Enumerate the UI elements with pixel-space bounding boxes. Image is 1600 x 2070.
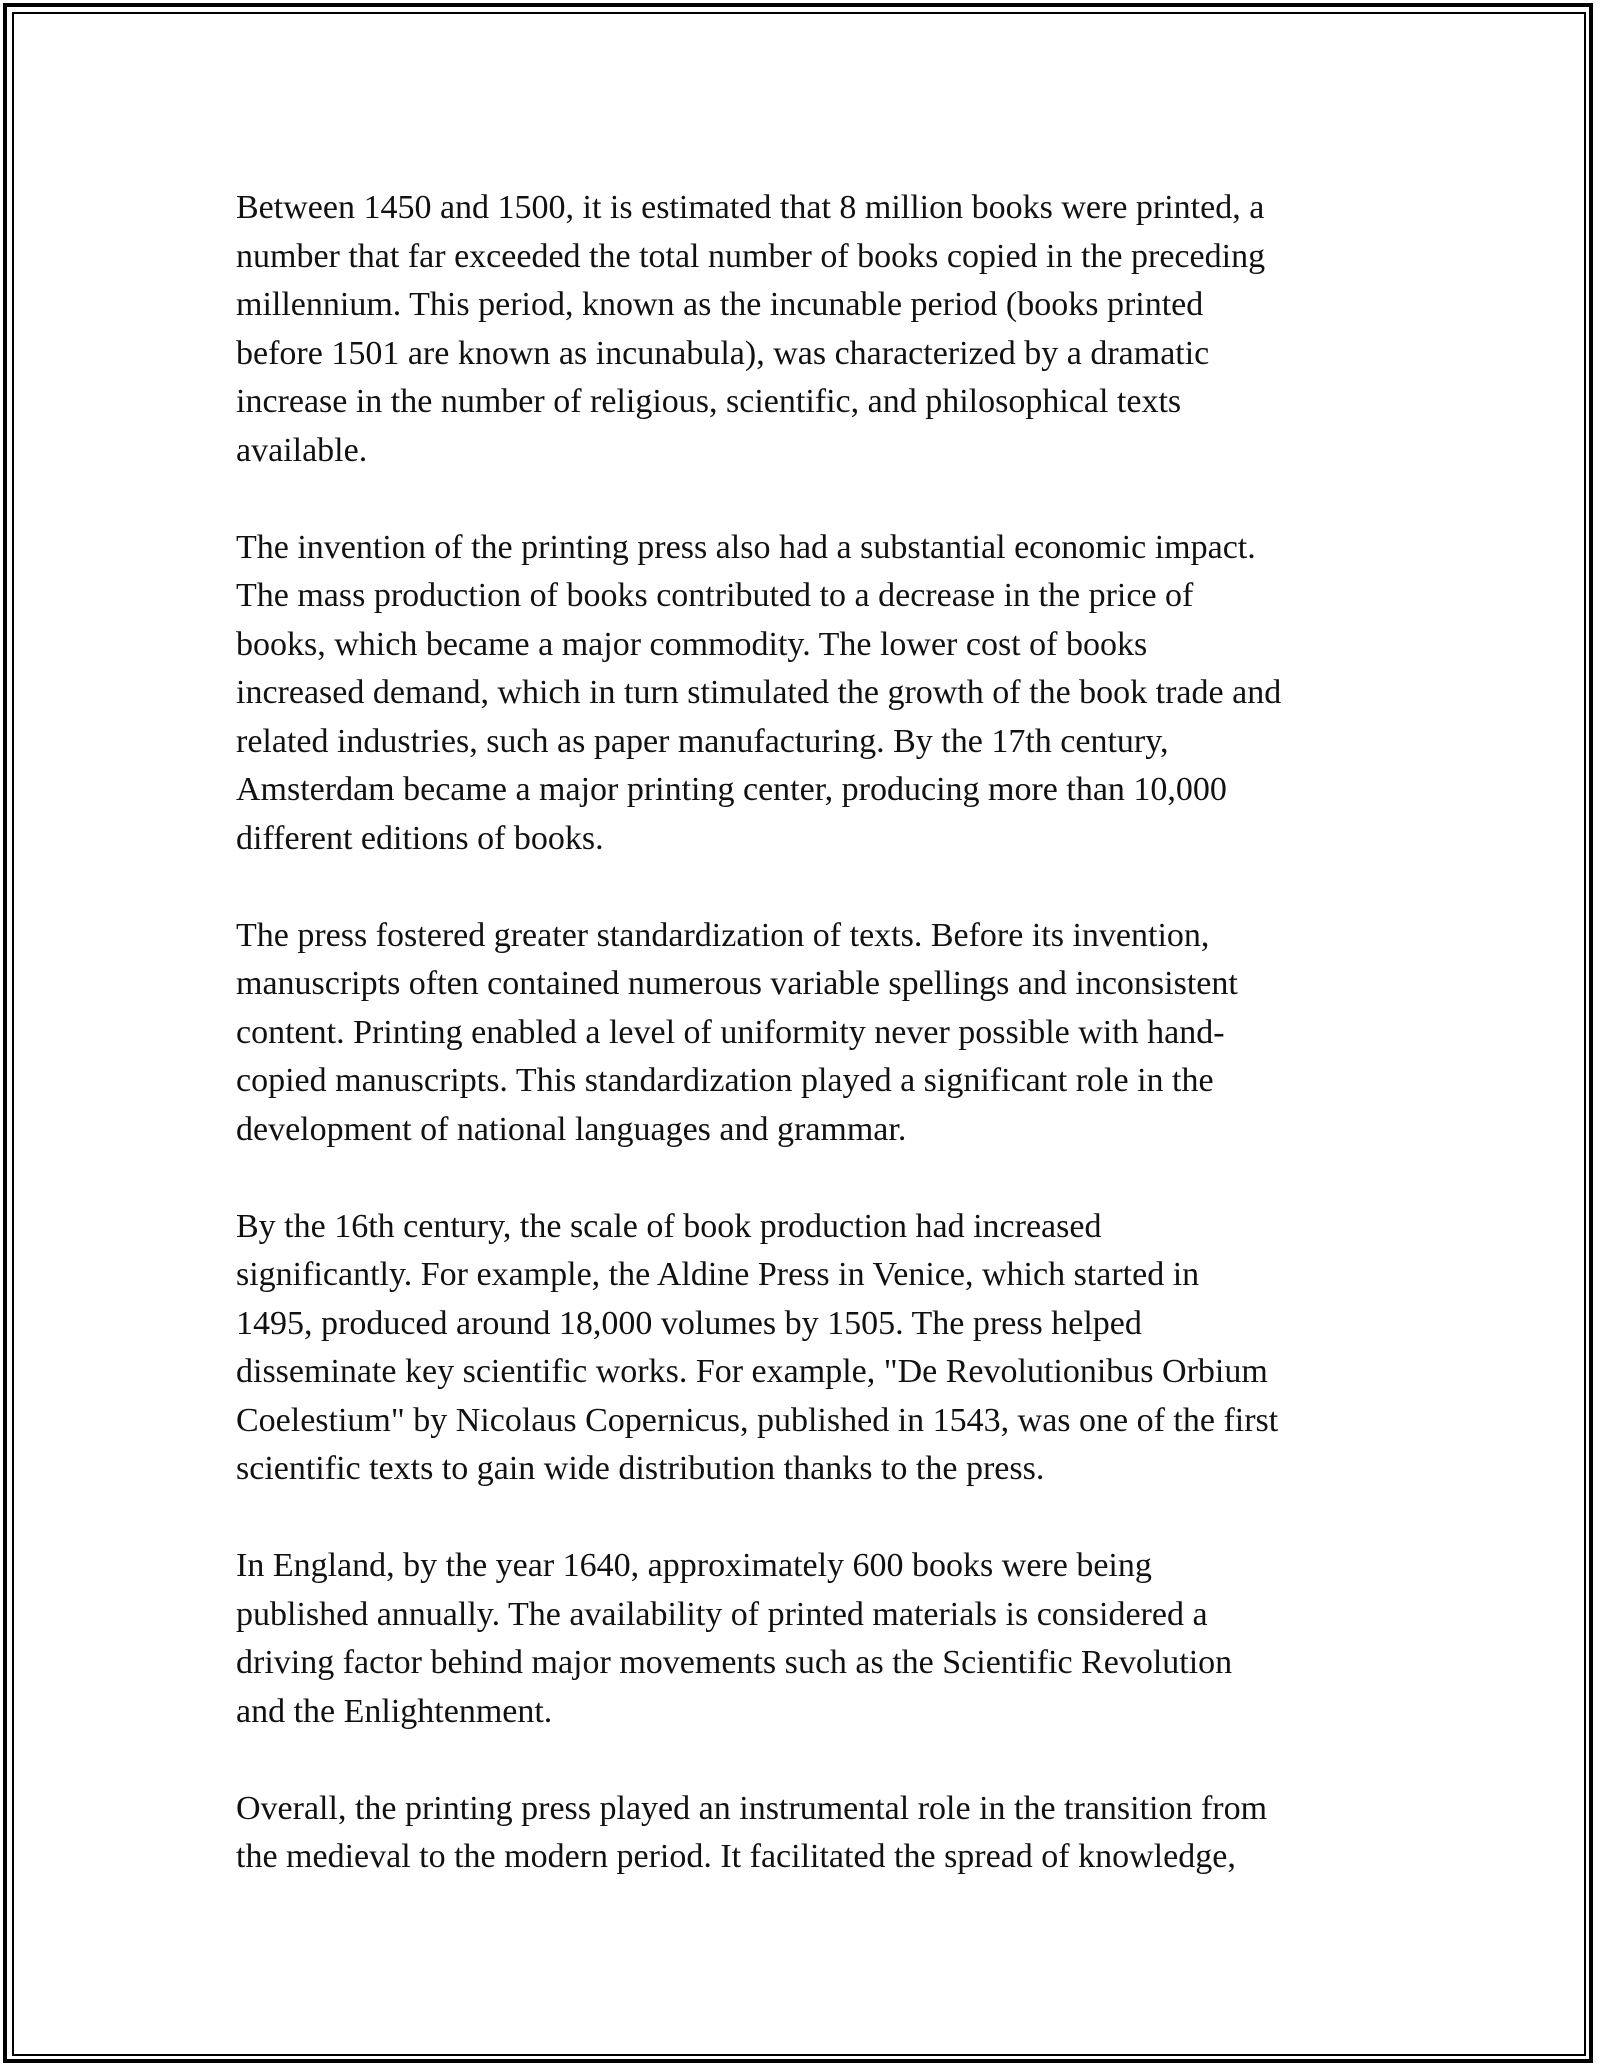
text-line: the medieval to the modern period. It facilitated the spread of knowledge, bbox=[236, 1838, 1236, 1875]
paragraph-5 bbox=[236, 1542, 1376, 1736]
text-line: different editions of books. bbox=[236, 819, 604, 857]
text-line: books, which became a major commodity. The lower cost of books bbox=[236, 625, 1148, 663]
text-line: significantly. For example, the Aldine Press in Venice, which started in bbox=[236, 1256, 1200, 1293]
text-line: The mass production of books contributed to a decrease in the price of bbox=[236, 577, 1194, 614]
text-line: The press fostered greater standardization of texts. Before its invention, bbox=[236, 916, 1210, 954]
text-line: published annually. The availability of printed materials is considered a bbox=[236, 1595, 1208, 1633]
document-body bbox=[236, 184, 1376, 1930]
text-line: development of national languages and grammar. bbox=[236, 1110, 907, 1148]
text-line: before 1501 are known as incunabula), was characterized by a dramatic bbox=[236, 334, 1210, 372]
text-line: By the 16th century, the scale of book production had increased bbox=[236, 1207, 1102, 1245]
text-line: increased demand, which in turn stimulated the growth of the book trade and bbox=[236, 674, 1282, 711]
paragraph-3 bbox=[236, 912, 1376, 1155]
text-line: number that far exceeded the total number of books copied in the preceding bbox=[236, 237, 1266, 275]
paragraph-4 bbox=[236, 1203, 1376, 1494]
text-line: driving factor behind major movements such as the Scientific Revolution bbox=[236, 1644, 1233, 1681]
text-line: Amsterdam became a major printing center, producing more than 10,000 bbox=[236, 771, 1227, 808]
text-line: Coelestium" by Nicolaus Copernicus, published in 1543, was one of the first bbox=[236, 1401, 1279, 1439]
text-line: millennium. This period, known as the incunable period (books printed bbox=[236, 286, 1204, 323]
text-line: disseminate key scientific works. For example, "De Revolutionibus Orbium bbox=[236, 1353, 1268, 1390]
text-line: copied manuscripts. This standardization played a significant role in the bbox=[236, 1062, 1214, 1099]
text-line: increase in the number of religious, scientific, and philosophical texts bbox=[236, 383, 1182, 420]
paragraph-6 bbox=[236, 1785, 1376, 1882]
text-line: content. Printing enabled a level of uniformity never possible with hand- bbox=[236, 1013, 1225, 1051]
text-line: 1495, produced around 18,000 volumes by 1505. The press helped bbox=[236, 1304, 1142, 1342]
text-line: scientific texts to gain wide distribution thanks to the press. bbox=[236, 1450, 1045, 1487]
text-line: Overall, the printing press played an instrumental role in the transition from bbox=[236, 1789, 1268, 1827]
text-line: manuscripts often contained numerous variable spellings and inconsistent bbox=[236, 965, 1238, 1002]
text-line: In England, by the year 1640, approximately 600 books were being bbox=[236, 1547, 1152, 1584]
paragraph-2 bbox=[236, 524, 1376, 864]
text-line: and the Enlightenment. bbox=[236, 1692, 553, 1730]
paragraph-1 bbox=[236, 184, 1376, 475]
text-line: available. bbox=[236, 431, 368, 469]
text-line: related industries, such as paper manufacturing. By the 17th century, bbox=[236, 722, 1169, 760]
text-line: The invention of the printing press also had a substantial economic impact. bbox=[236, 528, 1256, 566]
text-line: Between 1450 and 1500, it is estimated that 8 million books were printed, a bbox=[236, 189, 1265, 226]
